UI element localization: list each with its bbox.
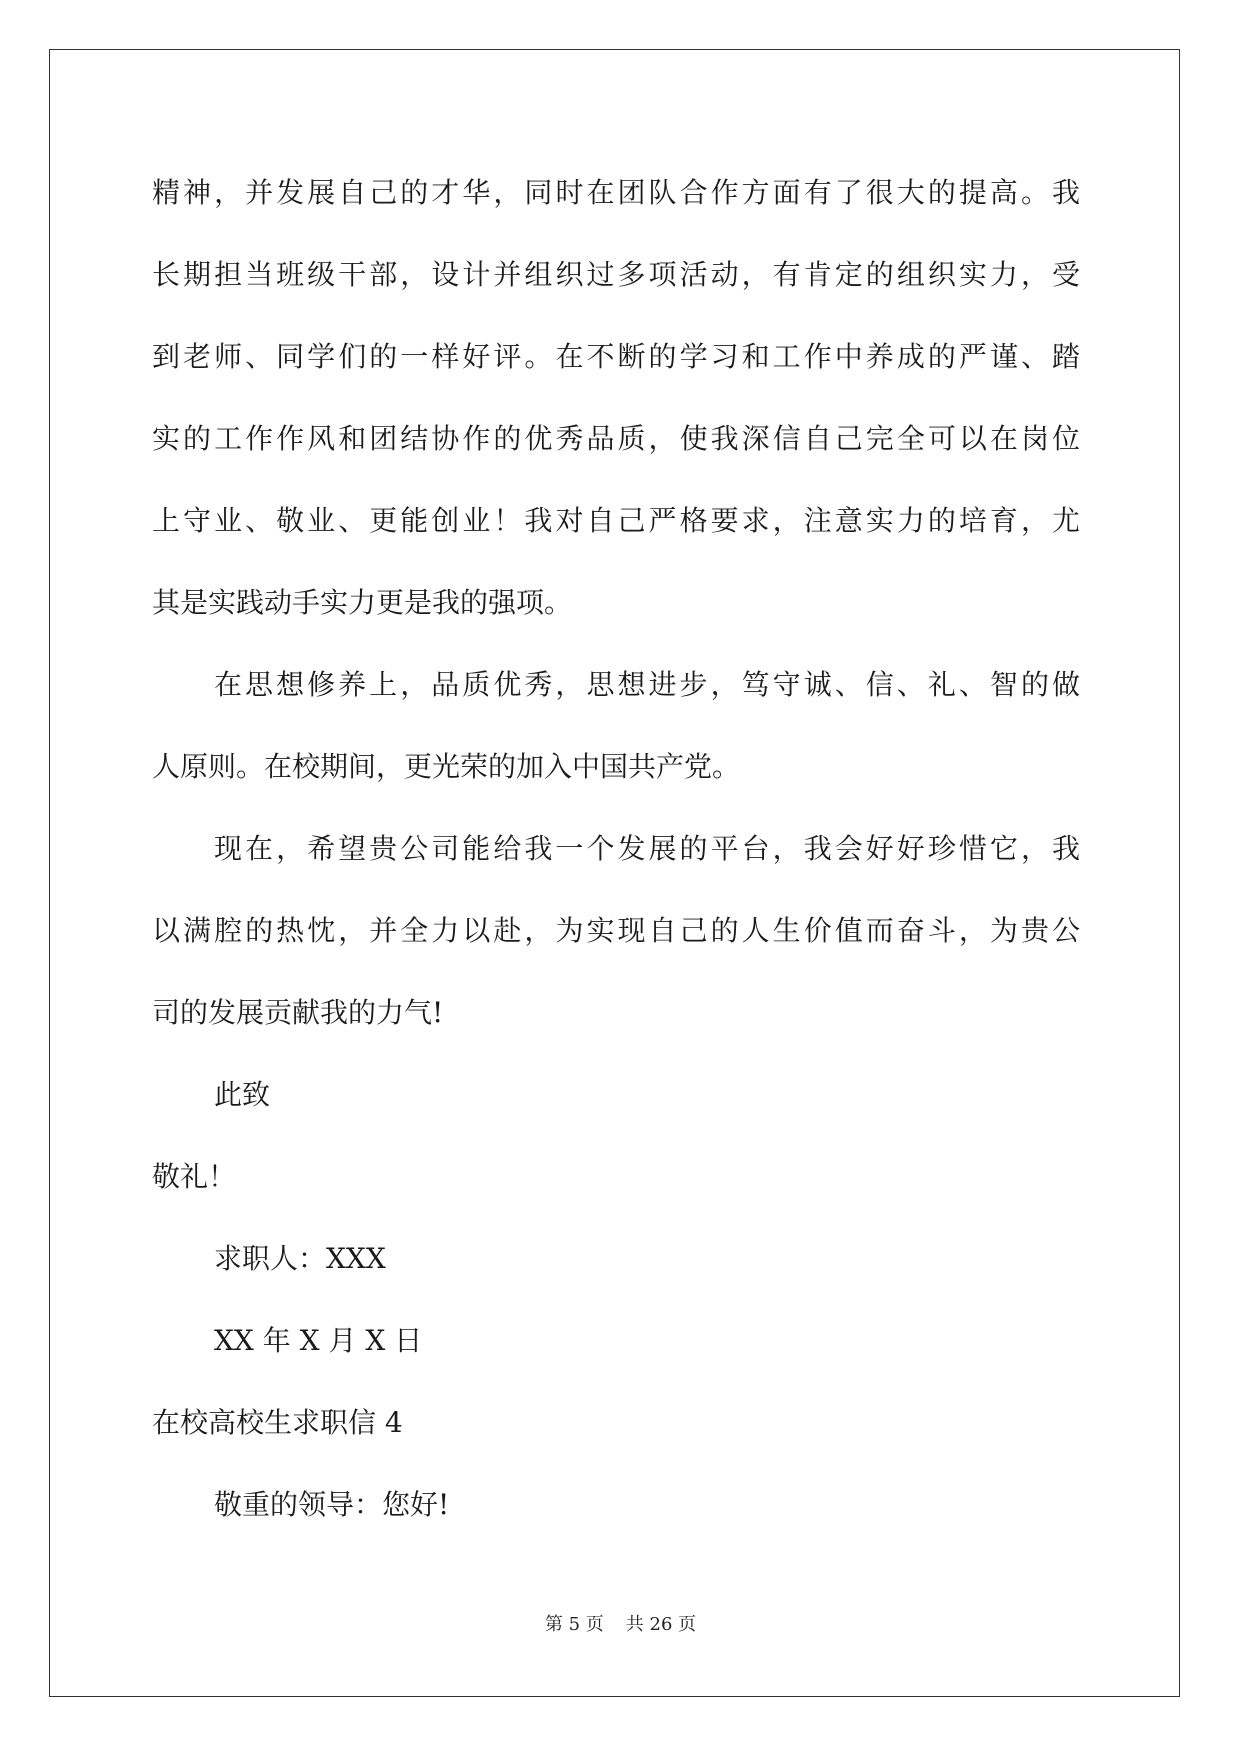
page-number: 第 5 页 bbox=[544, 1614, 604, 1635]
paragraph-line: 实的工作作风和团结协作的优秀品质，使我深信自己完全可以在岗位 bbox=[152, 422, 1080, 455]
paragraph-line: 现在，希望贵公司能给我一个发展的平台，我会好好珍惜它，我 bbox=[214, 832, 1080, 865]
letter-date: XX 年 X 月 X 日 bbox=[214, 1324, 423, 1357]
applicant-signature: 求职人：XXX bbox=[214, 1242, 386, 1275]
paragraph-line: 以满腔的热忱，并全力以赴，为实现自己的人生价值而奋斗，为贵公 bbox=[152, 914, 1080, 947]
closing-regards: 敬礼！ bbox=[152, 1160, 237, 1193]
paragraph-line: 其是实践动手实力更是我的强项。 bbox=[152, 586, 573, 619]
closing-salutation: 此致 bbox=[214, 1078, 271, 1111]
page-border bbox=[49, 49, 1180, 1697]
paragraph-line: 司的发展贡献我的力气! bbox=[152, 996, 444, 1029]
page-total: 共 26 页 bbox=[625, 1614, 697, 1635]
page-footer bbox=[0, 1613, 1241, 1637]
paragraph-line: 上守业、敬业、更能创业！我对自己严格要求，注意实力的培育，尤 bbox=[152, 504, 1080, 537]
letter-greeting: 敬重的领导：您好! bbox=[214, 1488, 450, 1521]
paragraph-line: 到老师、同学们的一样好评。在不断的学习和工作中养成的严谨、踏 bbox=[152, 340, 1080, 373]
paragraph-line: 人原则。在校期间，更光荣的加入中国共产党。 bbox=[152, 750, 741, 783]
paragraph-line: 长期担当班级干部，设计并组织过多项活动，有肯定的组织实力，受 bbox=[152, 258, 1080, 291]
paragraph-line: 精神，并发展自己的才华，同时在团队合作方面有了很大的提高。我 bbox=[152, 176, 1080, 209]
section-title: 在校高校生求职信 4 bbox=[152, 1406, 403, 1439]
paragraph-line: 在思想修养上，品质优秀，思想进步，笃守诚、信、礼、智的做 bbox=[214, 668, 1080, 701]
